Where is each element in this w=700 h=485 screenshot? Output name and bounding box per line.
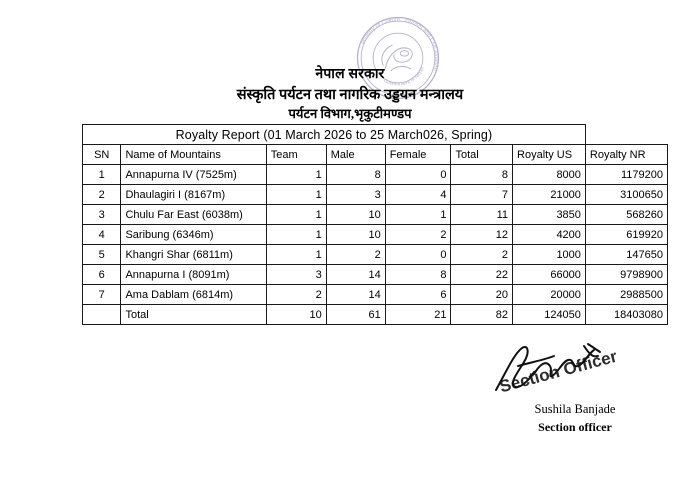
cell-royalty-nr: 3100650	[585, 185, 667, 205]
cell-sn: 4	[83, 225, 121, 245]
cell-female: 8	[385, 265, 451, 285]
cell-royalty-us: 3850	[513, 205, 586, 225]
table-row	[83, 225, 668, 245]
cell-male: 14	[326, 265, 385, 285]
signature-block	[470, 340, 680, 450]
cell-male: 2	[326, 245, 385, 265]
cell-sn: 7	[83, 285, 121, 305]
total-cell-male: 61	[326, 305, 385, 325]
cell-total: 22	[451, 265, 513, 285]
cell-male: 10	[326, 205, 385, 225]
cell-team: 1	[266, 245, 326, 265]
cell-sn: 3	[83, 205, 121, 225]
signatory-name: Sushila Banjade	[534, 402, 616, 416]
cell-team: 1	[266, 205, 326, 225]
cell-total: 11	[451, 205, 513, 225]
org-line-department: पर्यटन विभाग,भृकुटीमण्डप	[288, 106, 412, 121]
title-row-spacer	[585, 125, 667, 145]
column-header-female: Female	[385, 145, 451, 165]
cell-royalty-nr: 9798900	[585, 265, 667, 285]
total-cell-label: Total	[121, 305, 266, 325]
cell-royalty-nr: 619920	[585, 225, 667, 245]
cell-female: 2	[385, 225, 451, 245]
column-header-name: Name of Mountains	[121, 145, 266, 165]
cell-sn: 5	[83, 245, 121, 265]
table-title-row	[83, 125, 668, 145]
total-cell-royalty-nr: 18403080	[585, 305, 667, 325]
cell-male: 14	[326, 285, 385, 305]
cell-female: 0	[385, 165, 451, 185]
total-cell-royalty-us: 124050	[513, 305, 586, 325]
cell-royalty-us: 20000	[513, 285, 586, 305]
cell-female: 0	[385, 245, 451, 265]
cell-team: 1	[266, 225, 326, 245]
cell-team: 3	[266, 265, 326, 285]
cell-name: Saribung (6346m)	[121, 225, 266, 245]
cell-sn: 2	[83, 185, 121, 205]
svg-text:Government of Nepal: Government of Nepal	[382, 66, 426, 88]
cell-total: 7	[451, 185, 513, 205]
cell-sn: 6	[83, 265, 121, 285]
cell-royalty-us: 8000	[513, 165, 586, 185]
table-row	[83, 265, 668, 285]
royalty-report-table	[82, 124, 668, 325]
column-header-royalty-us: Royalty US	[513, 145, 586, 165]
cell-total: 8	[451, 165, 513, 185]
section-officer-stamp: Section Officer	[497, 346, 620, 397]
svg-text:Ministry of Culture, Tourism a: Ministry of Culture, Tourism and Civil Aviation	[360, 17, 439, 72]
table-row	[83, 165, 668, 185]
report-title: Royalty Report (01 March 2026 to 25 March026, Spring)	[83, 125, 586, 145]
table-row	[83, 245, 668, 265]
cell-total: 20	[451, 285, 513, 305]
table-header-row	[83, 145, 668, 165]
org-line-ministry: संस्कृति पर्यटन तथा नागरिक उड्डयन मन्त्रालय	[236, 87, 464, 103]
cell-name: Ama Dablam (6814m)	[121, 285, 266, 305]
table-total-row	[83, 305, 668, 325]
table-row	[83, 205, 668, 225]
cell-royalty-nr: 147650	[585, 245, 667, 265]
cell-royalty-us: 4200	[513, 225, 586, 245]
table-row	[83, 285, 668, 305]
cell-male: 8	[326, 165, 385, 185]
cell-name: Annapurna I (8091m)	[121, 265, 266, 285]
cell-total: 2	[451, 245, 513, 265]
cell-team: 1	[266, 185, 326, 205]
cell-female: 4	[385, 185, 451, 205]
cell-male: 3	[326, 185, 385, 205]
column-header-male: Male	[326, 145, 385, 165]
cell-sn: 1	[83, 165, 121, 185]
cell-male: 10	[326, 225, 385, 245]
total-cell-sn	[83, 305, 121, 325]
org-line-government: नेपाल सरकार	[315, 67, 385, 82]
cell-team: 2	[266, 285, 326, 305]
total-cell-female: 21	[385, 305, 451, 325]
total-cell-team: 10	[266, 305, 326, 325]
table-row	[83, 185, 668, 205]
cell-royalty-us: 1000	[513, 245, 586, 265]
cell-royalty-nr: 1179200	[585, 165, 667, 185]
cell-royalty-us: 66000	[513, 265, 586, 285]
cell-team: 1	[266, 165, 326, 185]
cell-name: Chulu Far East (6038m)	[121, 205, 266, 225]
column-header-royalty-nr: Royalty NR	[585, 145, 667, 165]
cell-female: 6	[385, 285, 451, 305]
cell-royalty-nr: 2988500	[585, 285, 667, 305]
signatory-role: Section officer	[538, 420, 612, 434]
column-header-sn: SN	[83, 145, 121, 165]
column-header-total: Total	[451, 145, 513, 165]
total-cell-total: 82	[451, 305, 513, 325]
cell-name: Annapurna IV (7525m)	[121, 165, 266, 185]
cell-name: Khangri Shar (6811m)	[121, 245, 266, 265]
cell-female: 1	[385, 205, 451, 225]
column-header-team: Team	[266, 145, 326, 165]
cell-name: Dhaulagiri I (8167m)	[121, 185, 266, 205]
cell-total: 12	[451, 225, 513, 245]
cell-royalty-nr: 568260	[585, 205, 667, 225]
cell-royalty-us: 21000	[513, 185, 586, 205]
